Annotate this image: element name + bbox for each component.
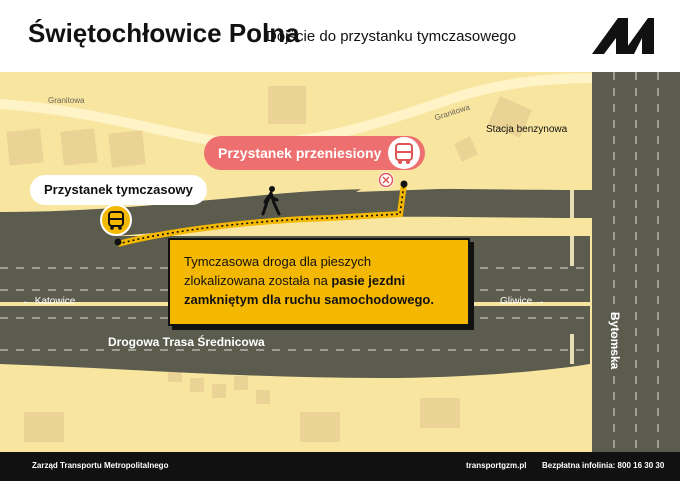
relocated-stop-text: Przystanek przeniesiony	[218, 145, 382, 161]
map-area	[0, 72, 680, 452]
info-line-2-plain: zlokalizowana została na	[184, 273, 332, 288]
info-line-2-bold: pasie jezdni	[331, 273, 406, 288]
direction-label-gliwice: Gliwice →	[500, 296, 546, 307]
header	[0, 0, 680, 72]
path-start-dot	[115, 239, 122, 246]
gas-station-label: Stacja benzynowa	[486, 124, 568, 135]
street-label-bytomska: Bytomska	[608, 312, 622, 370]
street-label-granitowa-left: Granitowa	[48, 96, 85, 105]
info-line-3-bold: zamkniętym dla ruchu samochodowego.	[184, 292, 434, 307]
page-title: Świętochłowice Polna	[28, 18, 300, 48]
temporary-stop-label: Przystanek tymczasowy	[30, 175, 207, 205]
ztm-m-logo-icon	[592, 18, 654, 54]
info-line-2	[184, 271, 454, 290]
info-line-3	[184, 290, 454, 309]
footer-hotline: Bezpłatna infolinia: 800 16 30 30	[542, 461, 665, 470]
street-label-granitowa-right: Granitowa	[433, 102, 471, 123]
footer-org: Zarząd Transportu Metropolitalnego	[32, 461, 169, 470]
footer-website: transportgzm.pl	[466, 461, 527, 470]
closed-x-icon	[378, 172, 394, 188]
info-line-1: Tymczasowa droga dla pieszych	[184, 254, 372, 269]
road-label-dts: Drogowa Trasa Średnicowa	[108, 335, 265, 349]
direction-label-katowice: ← Katowice	[22, 296, 76, 307]
bus-icon	[100, 204, 132, 236]
bus-icon	[388, 137, 420, 169]
info-box	[168, 238, 470, 326]
path-end-dot	[401, 181, 408, 188]
page-subtitle: Dojście do przystanku tymczasowego	[266, 28, 517, 45]
footer	[0, 452, 680, 481]
